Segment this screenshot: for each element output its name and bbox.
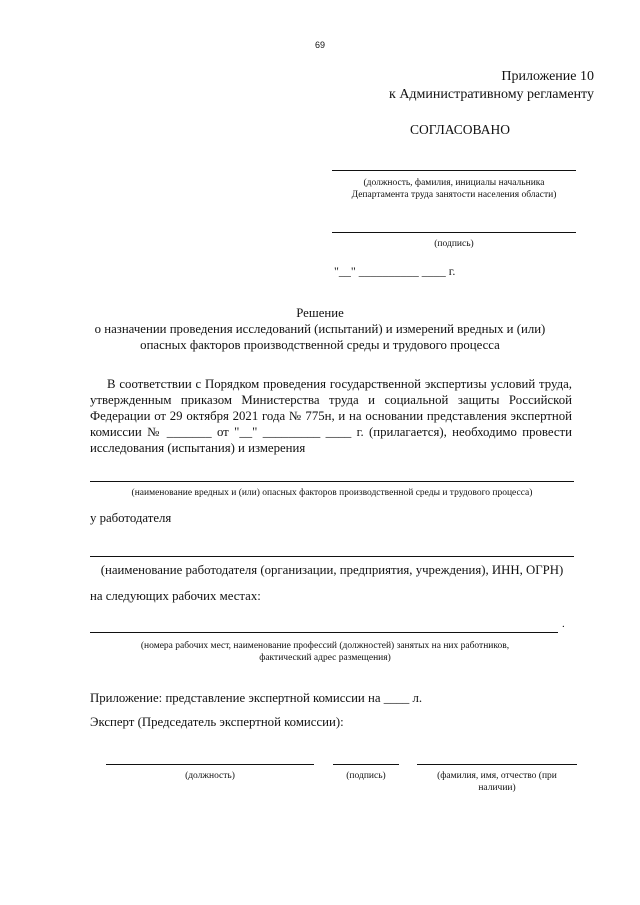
expert-position-caption: (должность) <box>185 771 235 781</box>
caption-line: Департамента труда занятости населения области) <box>351 190 557 200</box>
factors-caption: (наименование вредных и (или) опасных факторов производственной среды и трудового процесса) <box>131 488 533 498</box>
approver-position-line <box>332 170 576 171</box>
approval-date: "__" __________ ____ г. <box>334 264 456 278</box>
decision-subtitle-1: о назначении проведения исследований (испытаний) и измерений вредных и (или) <box>94 322 546 336</box>
expert-position-line <box>106 764 314 765</box>
workplaces-label: на следующих рабочих местах: <box>90 589 261 603</box>
expert-name-caption <box>417 770 577 794</box>
caption-line: (должность, фамилия, инициалы начальника <box>363 178 545 188</box>
appendix-reference: к Административному регламенту <box>389 87 594 102</box>
decision-title-block <box>60 305 580 353</box>
workplaces-line <box>90 632 558 633</box>
caption-line: (фамилия, имя, отчество (при <box>437 771 557 781</box>
approver-signature-line <box>332 232 576 233</box>
approval-heading: СОГЛАСОВАНО <box>410 122 510 137</box>
workplaces-end-mark: . <box>562 618 565 630</box>
expert-signature-caption: (подпись) <box>346 771 386 781</box>
expert-label: Эксперт (Председатель экспертной комиссии): <box>90 715 344 729</box>
factors-line <box>90 481 574 482</box>
caption-line: фактический адрес размещения) <box>259 653 391 663</box>
decision-paragraph: В соответствии с Порядком проведения государственной экспертизы условий труда, утвержденным приказом Министерства труда и социальной защиты Российской Федерации от 29 октября 2021 года № 775н, и на основании представления экспертной комиссии № _______ от "__" _________ ____ г. (прилагается), необходимо провести исследования (испытания) и измерения <box>90 377 572 455</box>
expert-signature-line <box>333 764 399 765</box>
appendix-header <box>389 68 594 104</box>
page-number: 69 <box>314 40 325 50</box>
caption-line: (номера рабочих мест, наименование профессий (должностей) занятых на них работников, <box>140 641 510 651</box>
approver-position-caption <box>320 177 588 201</box>
decision-subtitle-2: опасных факторов производственной среды и трудового процесса <box>140 338 500 352</box>
caption-line: наличии) <box>478 783 516 793</box>
employer-caption: (наименование работодателя (организации, предприятия, учреждения), ИНН, ОГРН) <box>100 563 564 577</box>
workplaces-caption <box>90 640 560 664</box>
decision-title: Решение <box>296 306 344 320</box>
expert-name-line <box>417 764 577 765</box>
appendix-number: Приложение 10 <box>501 69 594 84</box>
employer-line <box>90 556 574 557</box>
attachment-line: Приложение: представление экспертной комиссии на ____ л. <box>90 691 423 705</box>
employer-label: у работодателя <box>90 511 172 525</box>
approver-signature-caption: (подпись) <box>434 239 474 249</box>
